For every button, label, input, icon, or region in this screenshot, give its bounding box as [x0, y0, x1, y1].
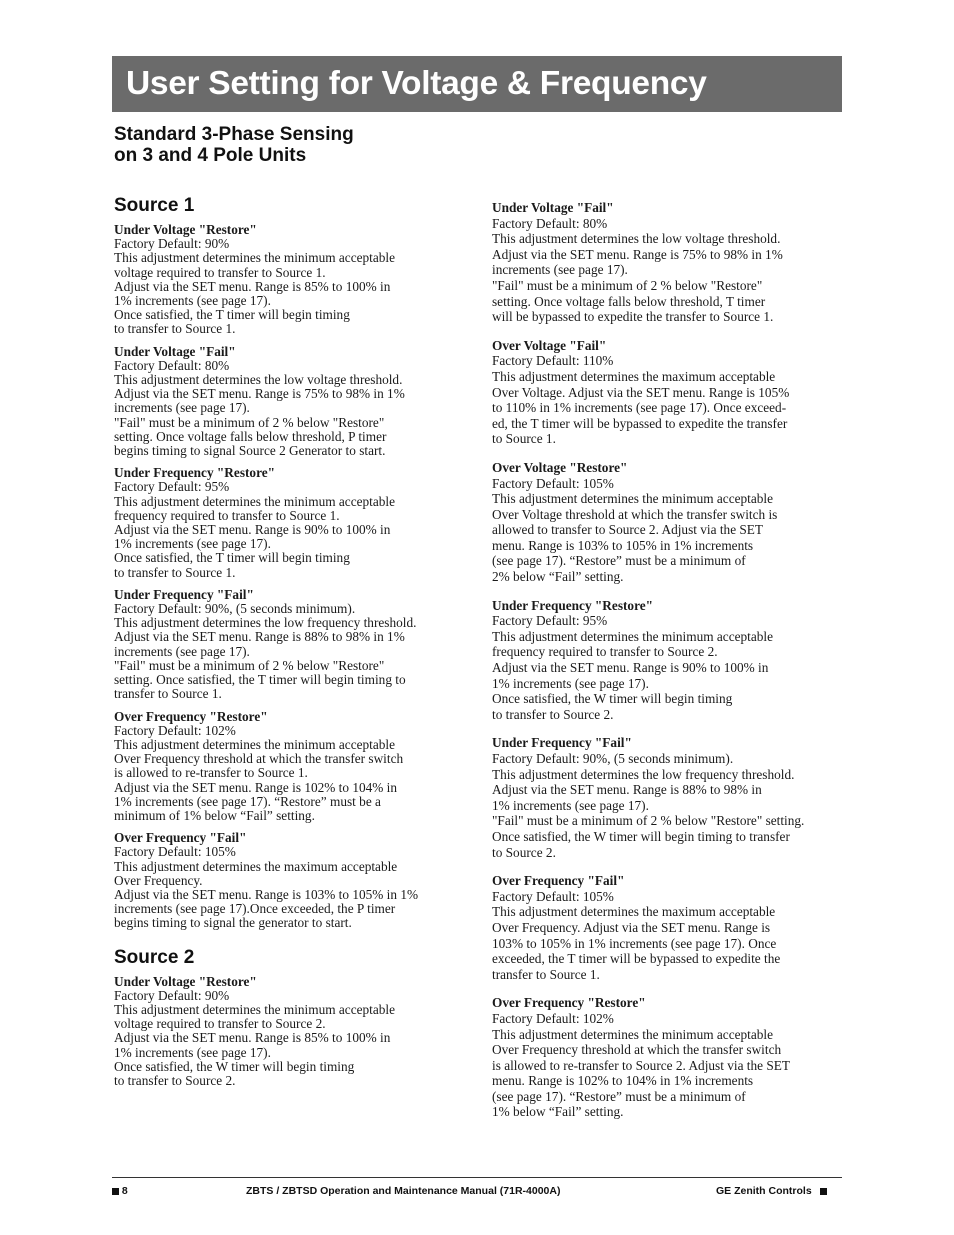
- setting-line: Adjust via the SET menu. Range is 103% to 105% in 1%: [114, 886, 419, 902]
- setting-block: [492, 995, 842, 1120]
- setting-line: (see page 17). “Restore” must be a minimum of: [492, 1088, 746, 1104]
- setting-line: Factory Default: 80%: [114, 357, 230, 373]
- source-1-heading: Source 1: [114, 195, 195, 216]
- setting-line: 1% increments (see page 17).: [114, 293, 271, 309]
- setting-title: Under Voltage "Fail": [114, 343, 236, 359]
- setting-block: [114, 345, 464, 459]
- title-banner: [112, 56, 842, 112]
- setting-line: Once satisfied, the T timer will begin timing: [114, 550, 350, 566]
- setting-line: is allowed to re-transfer to Source 2. Adjust via the SET: [492, 1057, 791, 1073]
- setting-line: to transfer to Source 2.: [114, 1072, 236, 1088]
- setting-block: [492, 735, 842, 860]
- setting-block: [114, 975, 464, 1089]
- setting-line: will be bypassed to expedite the transfer to Source 1.: [492, 309, 774, 325]
- setting-line: begins timing to signal the generator to start.: [114, 915, 352, 931]
- setting-line: Over Voltage threshold at which the transfer switch is: [492, 506, 778, 522]
- setting-line: to transfer to Source 1.: [114, 321, 236, 337]
- setting-line: setting. Once voltage falls below threshold, T timer: [492, 293, 766, 309]
- square-bullet-icon: [820, 1188, 827, 1195]
- setting-line: frequency required to transfer to Source 1.: [114, 507, 340, 523]
- setting-line: ed, the T timer will be bypassed to expedite the transfer: [492, 415, 788, 431]
- setting-line: This adjustment determines the maximum acceptable: [114, 858, 398, 874]
- setting-line: This adjustment determines the low frequency threshold.: [114, 615, 417, 631]
- setting-line: Over Frequency threshold at which the transfer switch: [114, 751, 404, 767]
- section-subtitle: [114, 124, 354, 166]
- setting-title: Under Voltage "Restore": [114, 222, 257, 237]
- setting-block: [492, 460, 842, 585]
- setting-line: Factory Default: 105%: [114, 844, 236, 860]
- setting-line: increments (see page 17).: [492, 262, 628, 278]
- setting-block: [114, 466, 464, 580]
- setting-line: to Source 1.: [492, 431, 556, 447]
- setting-block: [114, 831, 464, 930]
- setting-block: [492, 873, 842, 982]
- setting-line: 1% increments (see page 17).: [492, 675, 649, 691]
- setting-line: "Fail" must be a minimum of 2 % below "Restore": [114, 414, 385, 430]
- setting-line: Adjust via the SET menu. Range is 85% to 100% in: [114, 278, 391, 294]
- setting-line: frequency required to transfer to Source 2.: [492, 644, 718, 660]
- setting-line: Adjust via the SET menu. Range is 90% to 100% in: [114, 522, 391, 538]
- footer-manual-title: ZBTS / ZBTSD Operation and Maintenance Manual (71R-4000A): [246, 1185, 561, 1197]
- setting-line: menu. Range is 103% to 105% in 1% increments: [492, 537, 754, 553]
- setting-title: Over Voltage "Fail": [492, 337, 607, 353]
- setting-line: Factory Default: 105%: [492, 475, 614, 491]
- setting-line: Factory Default: 102%: [492, 1010, 614, 1026]
- setting-line: Factory Default: 90%: [114, 236, 230, 252]
- setting-block: [492, 200, 842, 325]
- setting-title: Under Frequency "Restore": [114, 465, 276, 481]
- setting-line: to 110% in 1% increments (see page 17). Once exceed-: [492, 400, 787, 416]
- setting-line: increments (see page 17).: [114, 400, 250, 416]
- setting-line: to Source 2.: [492, 844, 556, 860]
- footer-page-number: [112, 1184, 128, 1200]
- right-settings: [492, 200, 842, 1120]
- setting-line: Factory Default: 105%: [492, 888, 614, 904]
- setting-title: Over Frequency "Restore": [114, 708, 268, 724]
- setting-line: 1% increments (see page 17).: [492, 797, 649, 813]
- setting-line: Over Frequency. Adjust via the SET menu. Range is: [492, 919, 771, 935]
- setting-title: Under Voltage "Restore": [114, 973, 257, 989]
- setting-line: Over Voltage. Adjust via the SET menu. Range is 105%: [492, 384, 790, 400]
- setting-line: This adjustment determines the maximum acceptable: [492, 368, 776, 384]
- setting-line: Over Frequency.: [114, 872, 203, 888]
- setting-line: Adjust via the SET menu. Range is 75% to 98% in 1%: [114, 386, 405, 402]
- setting-line: Factory Default: 80%: [492, 215, 608, 231]
- setting-line: This adjustment determines the minimum acceptable: [114, 250, 396, 266]
- setting-line: Adjust via the SET menu. Range is 90% to 100% in: [492, 660, 769, 676]
- setting-line: 1% increments (see page 17).: [114, 1044, 271, 1060]
- setting-line: This adjustment determines the minimum acceptable: [114, 736, 396, 752]
- setting-line: 1% increments (see page 17).: [114, 536, 271, 552]
- setting-line: This adjustment determines the maximum acceptable: [492, 904, 776, 920]
- setting-line: to transfer to Source 2.: [492, 706, 614, 722]
- setting-line: increments (see page 17).: [114, 643, 250, 659]
- square-bullet-icon: [112, 1188, 119, 1195]
- setting-line: Over Frequency threshold at which the transfer switch: [492, 1042, 782, 1058]
- setting-line: is allowed to re-transfer to Source 1.: [114, 765, 308, 781]
- setting-line: 1% increments (see page 17). “Restore” must be a: [114, 793, 381, 809]
- setting-line: 2% below “Fail” setting.: [492, 569, 624, 585]
- subtitle-line-2: on 3 and 4 Pole Units: [114, 145, 307, 166]
- setting-line: Factory Default: 90%, (5 seconds minimum).: [114, 601, 356, 617]
- setting-line: "Fail" must be a minimum of 2 % below "Restore": [114, 657, 385, 673]
- page-title: User Setting for Voltage & Frequency: [126, 65, 707, 102]
- left-column: [114, 195, 464, 1088]
- subtitle-line-1: Standard 3-Phase Sensing: [114, 124, 354, 145]
- setting-line: Factory Default: 90%, (5 seconds minimum).: [492, 751, 734, 766]
- setting-line: 1% below “Fail” setting.: [492, 1104, 624, 1120]
- setting-line: This adjustment determines the low frequency threshold.: [492, 766, 795, 782]
- setting-block: [492, 338, 842, 447]
- setting-title: Under Frequency "Fail": [492, 735, 632, 751]
- setting-line: allowed to transfer to Source 2. Adjust via the SET: [492, 522, 764, 538]
- setting-line: This adjustment determines the minimum acceptable: [114, 493, 396, 509]
- setting-line: increments (see page 17).Once exceeded, the P timer: [114, 901, 396, 917]
- setting-block: [114, 223, 464, 337]
- setting-line: menu. Range is 102% to 104% in 1% increments: [492, 1073, 754, 1089]
- source-1-settings: [114, 223, 464, 931]
- setting-line: "Fail" must be a minimum of 2 % below "Restore" setting.: [492, 813, 805, 829]
- page-number: 8: [121, 1185, 128, 1197]
- setting-line: This adjustment determines the minimum acceptable: [492, 1026, 774, 1042]
- setting-line: begins timing to signal Source 2 Generator to start.: [114, 443, 386, 459]
- setting-line: Once satisfied, the W timer will begin timing: [492, 691, 733, 707]
- setting-line: voltage required to transfer to Source 1.: [114, 264, 326, 280]
- setting-line: Once satisfied, the W timer will begin timing: [114, 1058, 355, 1074]
- footer-divider: [112, 1177, 842, 1178]
- setting-title: Over Frequency "Fail": [114, 830, 247, 846]
- setting-title: Under Frequency "Restore": [492, 597, 654, 613]
- setting-title: Under Voltage "Fail": [492, 200, 614, 215]
- setting-line: Adjust via the SET menu. Range is 102% to 104% in: [114, 779, 398, 795]
- setting-line: transfer to Source 1.: [114, 686, 222, 702]
- setting-line: Adjust via the SET menu. Range is 88% to 98% in 1%: [114, 629, 405, 645]
- setting-line: setting. Once satisfied, the T timer will begin timing to: [114, 672, 406, 688]
- setting-line: Adjust via the SET menu. Range is 88% to 98% in: [492, 782, 762, 798]
- setting-title: Over Voltage "Restore": [492, 459, 628, 475]
- setting-line: voltage required to transfer to Source 2.: [114, 1016, 326, 1032]
- setting-line: minimum of 1% below “Fail” setting.: [114, 807, 315, 823]
- setting-line: This adjustment determines the low voltage threshold.: [114, 372, 403, 388]
- company-name: GE Zenith Controls: [716, 1185, 812, 1197]
- footer-company: [716, 1184, 827, 1200]
- setting-line: transfer to Source 1.: [492, 966, 600, 982]
- source-2-heading: Source 2: [114, 946, 195, 968]
- setting-line: setting. Once voltage falls below threshold, P timer: [114, 428, 387, 444]
- setting-title: Over Frequency "Fail": [492, 873, 625, 889]
- setting-line: Factory Default: 95%: [114, 479, 230, 495]
- setting-line: Adjust via the SET menu. Range is 85% to 100% in: [114, 1030, 391, 1046]
- setting-line: to transfer to Source 1.: [114, 564, 236, 580]
- setting-line: (see page 17). “Restore” must be a minimum of: [492, 553, 746, 569]
- setting-line: Factory Default: 102%: [114, 722, 236, 738]
- right-column: [492, 200, 842, 1120]
- setting-line: Factory Default: 110%: [492, 353, 614, 369]
- setting-line: This adjustment determines the minimum acceptable: [492, 491, 774, 507]
- setting-line: Adjust via the SET menu. Range is 75% to 98% in 1%: [492, 246, 783, 262]
- setting-line: Factory Default: 95%: [492, 613, 608, 629]
- setting-line: Once satisfied, the W timer will begin timing to transfer: [492, 828, 790, 844]
- setting-title: Under Frequency "Fail": [114, 586, 254, 602]
- setting-line: Factory Default: 90%: [114, 987, 230, 1003]
- setting-line: This adjustment determines the minimum acceptable: [114, 1001, 396, 1017]
- setting-block: [114, 588, 464, 702]
- setting-line: Once satisfied, the T timer will begin timing: [114, 307, 350, 323]
- setting-block: [492, 598, 842, 723]
- source-2-settings: [114, 975, 464, 1089]
- setting-line: "Fail" must be a minimum of 2 % below "Restore": [492, 277, 763, 293]
- setting-title: Over Frequency "Restore": [492, 995, 646, 1011]
- setting-line: 103% to 105% in 1% increments (see page 17). Once: [492, 935, 777, 951]
- setting-block: [114, 710, 464, 824]
- setting-line: This adjustment determines the minimum acceptable: [492, 628, 774, 644]
- setting-line: exceeded, the T timer will be bypassed to expedite the: [492, 951, 781, 967]
- setting-line: This adjustment determines the low voltage threshold.: [492, 231, 781, 247]
